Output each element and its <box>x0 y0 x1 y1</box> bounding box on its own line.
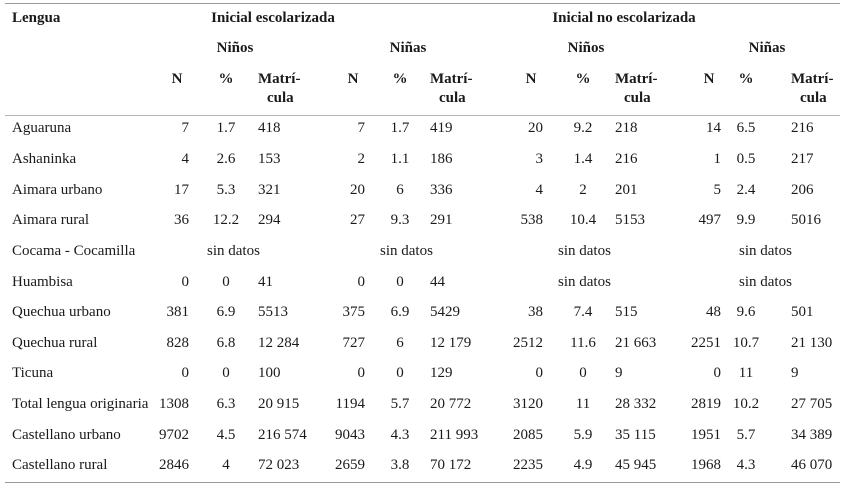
cell-matricula: 45 945 <box>615 457 657 473</box>
cell-matricula: 12 284 <box>258 335 300 351</box>
cell-matricula: 321 <box>258 182 281 198</box>
cell-n: 9043 <box>335 427 365 443</box>
row-lengua: Aimara rural <box>12 212 90 228</box>
cell-pct: 9.6 <box>736 304 756 320</box>
header-gender-1: Niñas <box>389 40 427 56</box>
cell-matricula: 100 <box>258 365 281 381</box>
cell-matricula: 211 993 <box>430 427 479 443</box>
cell-n: 375 <box>342 304 365 320</box>
cell-n: 538 <box>520 212 543 228</box>
cell-pct: 0 <box>579 365 587 381</box>
header-lengua: Lengua <box>12 10 61 26</box>
cell-matricula: 9 <box>791 365 799 381</box>
cell-matricula: 34 389 <box>791 427 833 443</box>
cell-n: 1968 <box>691 457 721 473</box>
col-pct-header: % <box>738 71 754 87</box>
cell-matricula: 27 705 <box>791 396 833 412</box>
cell-pct: 1.7 <box>390 120 410 136</box>
cell-pct: 9.2 <box>573 120 593 136</box>
cell-n: 2512 <box>513 335 543 351</box>
cell-n: 20 <box>350 182 365 198</box>
cell-pct: 1.4 <box>573 151 593 167</box>
cell-n: 2 <box>357 151 365 167</box>
cell-n: 4 <box>181 151 189 167</box>
col-n-header: N <box>171 71 183 87</box>
col-n-header: N <box>347 71 359 87</box>
cell-n: 0 <box>181 365 189 381</box>
cell-n: 381 <box>166 304 189 320</box>
cell-n: 36 <box>174 212 189 228</box>
col-matricula-header-line1: Matrí- <box>791 71 834 87</box>
cell-pct: 10.7 <box>732 335 760 351</box>
cell-matricula: 129 <box>430 365 453 381</box>
cell-matricula: 216 <box>615 151 638 167</box>
cell-sin-datos: sin datos <box>380 243 433 259</box>
cell-n: 2251 <box>691 335 721 351</box>
cell-n: 20 <box>528 120 543 136</box>
cell-matricula: 501 <box>791 304 814 320</box>
col-matricula-header-line1: Matrí- <box>615 71 658 87</box>
cell-pct: 9.3 <box>390 212 410 228</box>
header-bottom-rule <box>5 115 840 116</box>
cell-n: 3 <box>535 151 543 167</box>
cell-pct: 6.9 <box>390 304 410 320</box>
header-inicial-no-escolarizada: Inicial no escolarizada <box>552 10 696 26</box>
cell-n: 2819 <box>691 396 721 412</box>
cell-n: 14 <box>706 120 721 136</box>
cell-pct: 5.9 <box>573 427 593 443</box>
cell-pct: 9.9 <box>736 212 756 228</box>
cell-matricula: 216 <box>791 120 814 136</box>
cell-pct: 0 <box>222 365 230 381</box>
header-gender-0: Niños <box>216 40 254 56</box>
cell-n: 48 <box>706 304 721 320</box>
cell-matricula: 419 <box>430 120 453 136</box>
cell-matricula: 20 772 <box>430 396 472 412</box>
cell-matricula: 291 <box>430 212 453 228</box>
header-gender-3: Niñas <box>748 40 786 56</box>
header-inicial-escolarizada: Inicial escolarizada <box>211 10 335 26</box>
cell-n: 7 <box>357 120 365 136</box>
cell-n: 0 <box>357 274 365 290</box>
cell-pct: 2 <box>579 182 587 198</box>
cell-matricula: 35 115 <box>615 427 656 443</box>
cell-pct: 4 <box>222 457 230 473</box>
cell-matricula: 217 <box>791 151 814 167</box>
cell-matricula: 46 070 <box>791 457 833 473</box>
cell-n: 3120 <box>513 396 543 412</box>
cell-matricula: 5016 <box>791 212 821 228</box>
col-matricula-header-line2: cula <box>439 90 466 106</box>
cell-n: 1308 <box>159 396 189 412</box>
cell-matricula: 21 130 <box>791 335 833 351</box>
cell-pct: 11 <box>575 396 591 412</box>
cell-n: 2085 <box>513 427 543 443</box>
cell-matricula: 12 179 <box>430 335 472 351</box>
cell-n: 2846 <box>159 457 189 473</box>
cell-sin-datos: sin datos <box>207 243 260 259</box>
col-n-header: N <box>703 71 715 87</box>
row-lengua: Quechua rural <box>12 335 98 351</box>
cell-n: 828 <box>166 335 189 351</box>
col-pct-header: % <box>218 71 234 87</box>
cell-pct: 4.3 <box>390 427 410 443</box>
cell-matricula: 21 663 <box>615 335 657 351</box>
cell-pct: 6.8 <box>216 335 236 351</box>
cell-n: 2235 <box>513 457 543 473</box>
cell-n: 5 <box>713 182 721 198</box>
cell-matricula: 72 023 <box>258 457 300 473</box>
cell-matricula: 5513 <box>258 304 288 320</box>
table-bottom-rule <box>5 482 840 483</box>
cell-pct: 6.9 <box>216 304 236 320</box>
table-top-rule <box>5 3 840 4</box>
row-lengua: Cocama - Cocamilla <box>12 243 136 259</box>
cell-n: 38 <box>528 304 543 320</box>
cell-pct: 0 <box>222 274 230 290</box>
cell-n: 1194 <box>335 396 365 412</box>
cell-pct: 4.5 <box>216 427 236 443</box>
cell-matricula: 5429 <box>430 304 460 320</box>
cell-pct: 6.3 <box>216 396 236 412</box>
cell-pct: 2.4 <box>736 182 756 198</box>
cell-pct: 2.6 <box>216 151 236 167</box>
cell-n: 2659 <box>335 457 365 473</box>
cell-pct: 0 <box>396 365 404 381</box>
cell-n: 497 <box>698 212 721 228</box>
cell-n: 1951 <box>691 427 721 443</box>
cell-pct: 1.7 <box>216 120 236 136</box>
cell-pct: 0 <box>396 274 404 290</box>
cell-pct: 1.1 <box>390 151 410 167</box>
cell-matricula: 20 915 <box>258 396 300 412</box>
col-matricula-header-line1: Matrí- <box>430 71 473 87</box>
cell-sin-datos: sin datos <box>558 243 611 259</box>
row-lengua: Castellano urbano <box>12 427 121 443</box>
cell-pct: 12.2 <box>212 212 240 228</box>
cell-n: 1 <box>713 151 721 167</box>
cell-pct: 4.9 <box>573 457 593 473</box>
header-gender-2: Niños <box>567 40 605 56</box>
col-matricula-header-line2: cula <box>267 90 294 106</box>
cell-n: 0 <box>181 274 189 290</box>
cell-pct: 5.3 <box>216 182 236 198</box>
cell-n: 0 <box>713 365 721 381</box>
cell-matricula: 5153 <box>615 212 645 228</box>
cell-matricula: 218 <box>615 120 638 136</box>
cell-pct: 10.4 <box>569 212 597 228</box>
cell-n: 7 <box>181 120 189 136</box>
cell-pct: 10.2 <box>732 396 760 412</box>
row-lengua: Ashaninka <box>12 151 77 167</box>
cell-n: 0 <box>357 365 365 381</box>
cell-matricula: 70 172 <box>430 457 472 473</box>
cell-n: 4 <box>535 182 543 198</box>
col-matricula-header-line1: Matrí- <box>258 71 301 87</box>
cell-sin-datos: sin datos <box>558 274 611 290</box>
col-matricula-header-line2: cula <box>624 90 651 106</box>
cell-pct: 6 <box>396 182 404 198</box>
cell-pct: 5.7 <box>736 427 756 443</box>
col-pct-header: % <box>392 71 408 87</box>
cell-sin-datos: sin datos <box>739 274 792 290</box>
cell-n: 9702 <box>159 427 189 443</box>
cell-matricula: 28 332 <box>615 396 657 412</box>
cell-matricula: 336 <box>430 182 453 198</box>
row-lengua: Aguaruna <box>12 120 72 136</box>
row-lengua: Quechua urbano <box>12 304 111 320</box>
cell-pct: 6 <box>396 335 404 351</box>
cell-pct: 11 <box>738 365 754 381</box>
cell-matricula: 153 <box>258 151 281 167</box>
col-matricula-header-line2: cula <box>800 90 827 106</box>
cell-pct: 0.5 <box>736 151 756 167</box>
cell-pct: 3.8 <box>390 457 410 473</box>
cell-n: 0 <box>535 365 543 381</box>
cell-n: 27 <box>350 212 365 228</box>
row-lengua: Huambisa <box>12 274 73 290</box>
row-lengua: Castellano rural <box>12 457 108 473</box>
cell-matricula: 418 <box>258 120 281 136</box>
cell-matricula: 44 <box>430 274 445 290</box>
cell-n: 727 <box>342 335 365 351</box>
cell-matricula: 201 <box>615 182 638 198</box>
cell-pct: 7.4 <box>573 304 593 320</box>
cell-matricula: 216 574 <box>258 427 307 443</box>
cell-n: 17 <box>174 182 189 198</box>
row-lengua: Aimara urbano <box>12 182 103 198</box>
col-n-header: N <box>525 71 537 87</box>
cell-pct: 5.7 <box>390 396 410 412</box>
row-lengua: Total lengua originaria <box>12 396 149 412</box>
cell-matricula: 206 <box>791 182 814 198</box>
cell-pct: 6.5 <box>736 120 756 136</box>
col-pct-header: % <box>575 71 591 87</box>
cell-sin-datos: sin datos <box>739 243 792 259</box>
cell-matricula: 41 <box>258 274 273 290</box>
cell-matricula: 186 <box>430 151 453 167</box>
row-lengua: Ticuna <box>12 365 54 381</box>
cell-matricula: 294 <box>258 212 281 228</box>
cell-pct: 11.6 <box>570 335 596 351</box>
cell-pct: 4.3 <box>736 457 756 473</box>
cell-matricula: 9 <box>615 365 623 381</box>
cell-matricula: 515 <box>615 304 638 320</box>
